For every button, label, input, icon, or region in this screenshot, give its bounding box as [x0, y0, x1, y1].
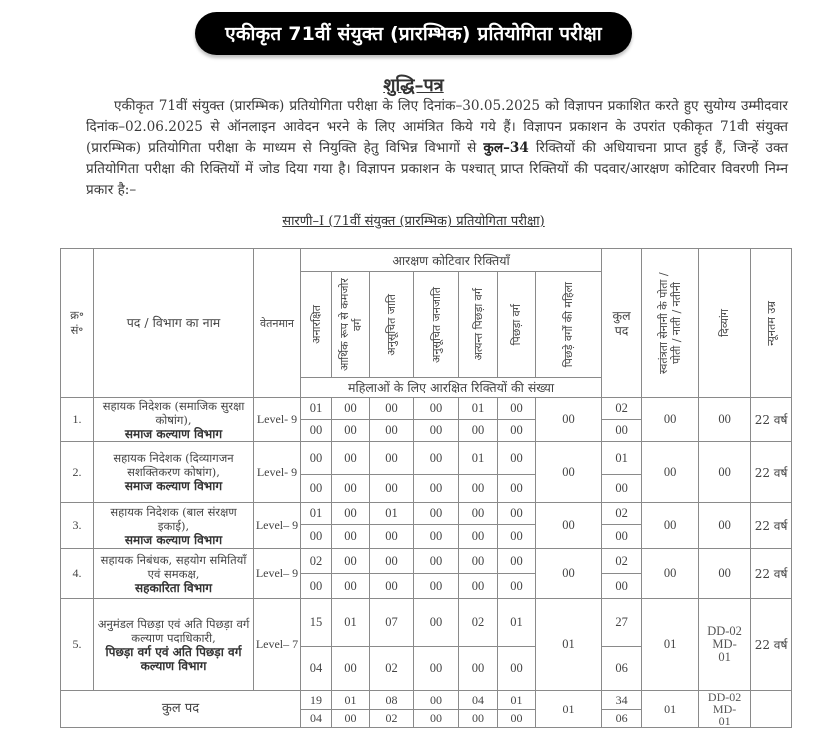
sr-no: 3.	[61, 503, 94, 549]
post-title: सहायक निबंधक, सहयोग समितियाँ एवं समकक्ष,	[100, 552, 247, 581]
cell-w-sc: 00	[370, 525, 414, 549]
cell-ebc: 02	[459, 599, 498, 647]
cell-unreserved: 02	[301, 549, 332, 574]
cell-total: 02	[602, 398, 642, 420]
totals-label: कुल पद	[61, 691, 301, 728]
cat-label: पिछड़े वर्गों की महिला	[562, 281, 576, 368]
cell-bc: 00	[498, 549, 536, 574]
header-min-age	[751, 249, 792, 398]
total-st: 00	[414, 691, 459, 710]
table-row	[61, 549, 792, 574]
cat-label: अनुसूचित जनजाति	[429, 286, 443, 363]
cat-label: अनारक्षित	[309, 305, 323, 344]
cell-w-st: 00	[414, 525, 459, 549]
total-ews: 01	[332, 691, 370, 710]
cell-divyang: 00	[699, 398, 751, 442]
cell-w-bc: 00	[498, 475, 536, 503]
header-divyang-label: दिव्यांग	[718, 309, 732, 337]
notice-title: शुद्धि–पत्र	[383, 75, 444, 96]
pay-level: Level– 9	[254, 503, 301, 549]
cell-bc-women: 00	[536, 442, 602, 503]
cell-total: 02	[602, 503, 642, 525]
cell-ews: 00	[332, 442, 370, 475]
cell-divyang: 00	[699, 549, 751, 599]
department: समाज कल्याण विभाग	[124, 426, 223, 441]
table-row	[61, 442, 792, 475]
header-cat-sc	[370, 272, 414, 378]
cell-w-ews: 00	[332, 574, 370, 599]
sr-no: 2.	[61, 442, 94, 503]
cell-w-sc: 00	[370, 420, 414, 442]
cat-label: पिछड़ा वर्ग	[510, 303, 523, 346]
paragraph-total-vacancies: कुल–34	[483, 140, 529, 156]
header-freedom-fighter	[642, 249, 699, 398]
table-row	[61, 599, 792, 647]
header-cat-st	[414, 272, 459, 378]
cell-age: 22 वर्ष	[751, 549, 792, 599]
cell-w-total: 00	[602, 525, 642, 549]
sr-no: 5.	[61, 599, 94, 691]
cell-st: 00	[414, 442, 459, 475]
total-women: 06	[602, 709, 642, 728]
header-cat-ews	[332, 272, 370, 378]
total-w-ews: 00	[332, 709, 370, 728]
table-row	[61, 398, 792, 420]
header-pay-label: वेतनमान	[259, 316, 295, 330]
total-ebc: 04	[459, 691, 498, 710]
total-freedom: 01	[642, 691, 699, 728]
cell-w-unreserved: 00	[301, 420, 332, 442]
cell-ebc: 01	[459, 442, 498, 475]
cell-unreserved: 01	[301, 503, 332, 525]
cell-age: 22 वर्ष	[751, 599, 792, 691]
paragraph-text-1: एकीकृत 71वीं संयुक्त (प्रारम्भिक) प्रतियोगिता परीक्षा के लिए दिनांक–30.05.2025 को विज्ञापन प्रकाशित करते हुए सुयोग्य उम्मीदवार दिनांक–02.06.2025 से ऑनलाइन आवेदन भरने के लिए आमंत्रित किये गये हैं। विज्ञापन प्रकाशन के उपरांत एकीकृत 71वी संयुक्त (प्रारम्भिक) प्रतियोगिता परीक्षा के माध्यम से नियुक्ति हेतु विभिन्न विभागों से	[86, 98, 788, 156]
cell-w-unreserved: 00	[301, 574, 332, 599]
cell-ews: 00	[332, 549, 370, 574]
total-divyang: DD-02 MD-01	[699, 691, 751, 728]
cell-st: 00	[414, 549, 459, 574]
cell-w-unreserved: 00	[301, 475, 332, 503]
cell-unreserved: 15	[301, 599, 332, 647]
cell-total: 27	[602, 599, 642, 647]
sr-no: 1.	[61, 398, 94, 442]
department: समाज कल्याण विभाग	[124, 532, 223, 547]
total-sc: 08	[370, 691, 414, 710]
total-w-unreserved: 04	[301, 709, 332, 728]
pay-level: Level- 9	[254, 398, 301, 442]
cell-ebc: 00	[459, 503, 498, 525]
cell-total: 02	[602, 549, 642, 574]
totals-row	[61, 691, 792, 710]
header-sr	[61, 249, 94, 398]
cell-w-st: 00	[414, 420, 459, 442]
cell-divyang: 00	[699, 503, 751, 549]
cell-age: 22 वर्ष	[751, 398, 792, 442]
cell-divyang: DD-02 MD-01	[699, 599, 751, 691]
total-w-st: 00	[414, 709, 459, 728]
cell-w-ews: 00	[332, 647, 370, 691]
post-name	[94, 599, 254, 691]
cell-w-total: 06	[602, 647, 642, 691]
cell-bc: 01	[498, 599, 536, 647]
header-total-label: कुल पद	[612, 308, 631, 338]
cell-sc: 00	[370, 442, 414, 475]
cell-w-st: 00	[414, 574, 459, 599]
paragraph-text-2: रिक्तियों की अधियाचना प्राप्त हुई हैं, जिन्हें उक्त प्रतियोगिता परीक्षा की रिक्तियों में जोड दिया गया है। विज्ञापन प्रकाशन के पश्चात् प्राप्त रिक्तियों की पदवार/आरक्षण कोटिवार विवरणी निम्न प्रकार है:–	[86, 140, 788, 198]
cell-bc: 00	[498, 503, 536, 525]
cell-w-ebc: 00	[459, 525, 498, 549]
cell-w-sc: 02	[370, 647, 414, 691]
cell-w-ebc: 00	[459, 647, 498, 691]
cat-label: आर्थिक रूप से कमजोर वर्ग	[337, 278, 364, 371]
cell-divyang: 00	[699, 442, 751, 503]
header-cat-bc-women	[536, 272, 602, 378]
cell-w-st: 00	[414, 647, 459, 691]
cell-bc: 00	[498, 398, 536, 420]
cell-w-unreserved: 04	[301, 647, 332, 691]
cell-w-total: 00	[602, 574, 642, 599]
cell-total: 01	[602, 442, 642, 475]
header-cat-bc	[498, 272, 536, 378]
cell-w-ebc: 00	[459, 475, 498, 503]
cell-sc: 01	[370, 503, 414, 525]
post-title: सहायक निदेशक (बाल संरक्षण इकाई),	[110, 504, 237, 533]
cell-freedom: 00	[642, 442, 699, 503]
cell-st: 00	[414, 398, 459, 420]
total-bc: 01	[498, 691, 536, 710]
cell-w-sc: 00	[370, 475, 414, 503]
cell-w-total: 00	[602, 420, 642, 442]
header-women-row: महिलाओं के लिए आरक्षित रिक्तियों की संख्या	[301, 378, 602, 398]
header-age-label: न्यूनतम उम्र	[764, 300, 778, 346]
cell-ebc: 00	[459, 549, 498, 574]
pay-level: Level– 7	[254, 599, 301, 691]
cell-freedom: 00	[642, 398, 699, 442]
header-pay	[254, 249, 301, 398]
cell-w-sc: 00	[370, 574, 414, 599]
header-name-label: पद / विभाग का नाम	[126, 315, 221, 330]
cell-freedom: 01	[642, 599, 699, 691]
header-cat-unreserved	[301, 272, 332, 378]
header-name	[94, 249, 254, 398]
post-title: सहायक निदेशक (समाजिक सुरक्षा कोषांग),	[102, 398, 245, 427]
cell-freedom: 00	[642, 503, 699, 549]
cell-bc-women: 00	[536, 549, 602, 599]
cell-sc: 07	[370, 599, 414, 647]
cell-w-st: 00	[414, 475, 459, 503]
cell-bc-women: 01	[536, 599, 602, 691]
cell-w-ews: 00	[332, 525, 370, 549]
cell-w-total: 00	[602, 475, 642, 503]
total-w-sc: 02	[370, 709, 414, 728]
table-caption: सारणी–I (71वीं संयुक्त (प्रारम्भिक) प्रतियोगिता परीक्षा)	[282, 214, 545, 229]
cell-ews: 00	[332, 503, 370, 525]
cell-age: 22 वर्ष	[751, 503, 792, 549]
header-total	[602, 249, 642, 398]
cell-ews: 00	[332, 398, 370, 420]
post-name	[94, 398, 254, 442]
cell-bc: 00	[498, 442, 536, 475]
cell-w-ebc: 00	[459, 574, 498, 599]
cat-label: अनुसूचित जाति	[385, 293, 398, 356]
cell-w-bc: 00	[498, 525, 536, 549]
banner-wrap	[0, 12, 827, 55]
header-reservation-group: आरक्षण कोटिवार रिक्तियाँ	[301, 249, 602, 272]
cell-sc: 00	[370, 549, 414, 574]
department: सहकारिता विभाग	[134, 580, 213, 595]
cell-w-bc: 00	[498, 574, 536, 599]
notice-paragraph	[86, 96, 788, 201]
vacancy-table	[60, 248, 792, 728]
pay-level: Level- 9	[254, 442, 301, 503]
pay-level: Level– 9	[254, 549, 301, 599]
department: पिछड़ा वर्ग एवं अति पिछड़ा वर्ग कल्याण विभाग	[105, 644, 242, 673]
cell-w-unreserved: 00	[301, 525, 332, 549]
cell-unreserved: 01	[301, 398, 332, 420]
cell-st: 00	[414, 599, 459, 647]
cell-w-ews: 00	[332, 420, 370, 442]
cell-freedom: 00	[642, 549, 699, 599]
total-w-ebc: 00	[459, 709, 498, 728]
exam-banner: एकीकृत 71वीं संयुक्त (प्रारम्भिक) प्रतियोगिता परीक्षा	[195, 12, 632, 55]
header-divyang	[699, 249, 751, 398]
cat-label: अत्यन्त पिछड़ा वर्ग	[471, 288, 485, 361]
post-title: सहायक निदेशक (दिव्यागजन सशक्तिकरण कोषांग),	[113, 451, 234, 479]
post-name	[94, 503, 254, 549]
cell-sc: 00	[370, 398, 414, 420]
cell-bc-women: 00	[536, 503, 602, 549]
post-title: अनुमंडल पिछड़ा एवं अति पिछड़ा वर्ग कल्याण पदाधिकारी,	[97, 616, 250, 645]
header-sr-label: क्र॰ सं॰	[70, 308, 84, 337]
cell-st: 00	[414, 503, 459, 525]
cell-unreserved: 00	[301, 442, 332, 475]
total-bc-women: 01	[536, 691, 602, 728]
cell-w-bc: 00	[498, 420, 536, 442]
department: समाज कल्याण विभाग	[124, 479, 223, 493]
total-w-bc: 00	[498, 709, 536, 728]
header-freedom-label: स्वतंत्रता सेनानी के पोता / पोती / नाती / नतीनी	[657, 272, 684, 374]
total-all: 34	[602, 691, 642, 710]
cell-ebc: 01	[459, 398, 498, 420]
cell-bc-women: 00	[536, 398, 602, 442]
total-age	[751, 691, 792, 728]
total-unreserved: 19	[301, 691, 332, 710]
cell-ews: 01	[332, 599, 370, 647]
post-name	[94, 549, 254, 599]
table-row	[61, 503, 792, 525]
cell-age: 22 वर्ष	[751, 442, 792, 503]
post-name	[94, 442, 254, 503]
cell-w-ews: 00	[332, 475, 370, 503]
header-cat-ebc	[459, 272, 498, 378]
cell-w-bc: 00	[498, 647, 536, 691]
sr-no: 4.	[61, 549, 94, 599]
cell-w-ebc: 00	[459, 420, 498, 442]
